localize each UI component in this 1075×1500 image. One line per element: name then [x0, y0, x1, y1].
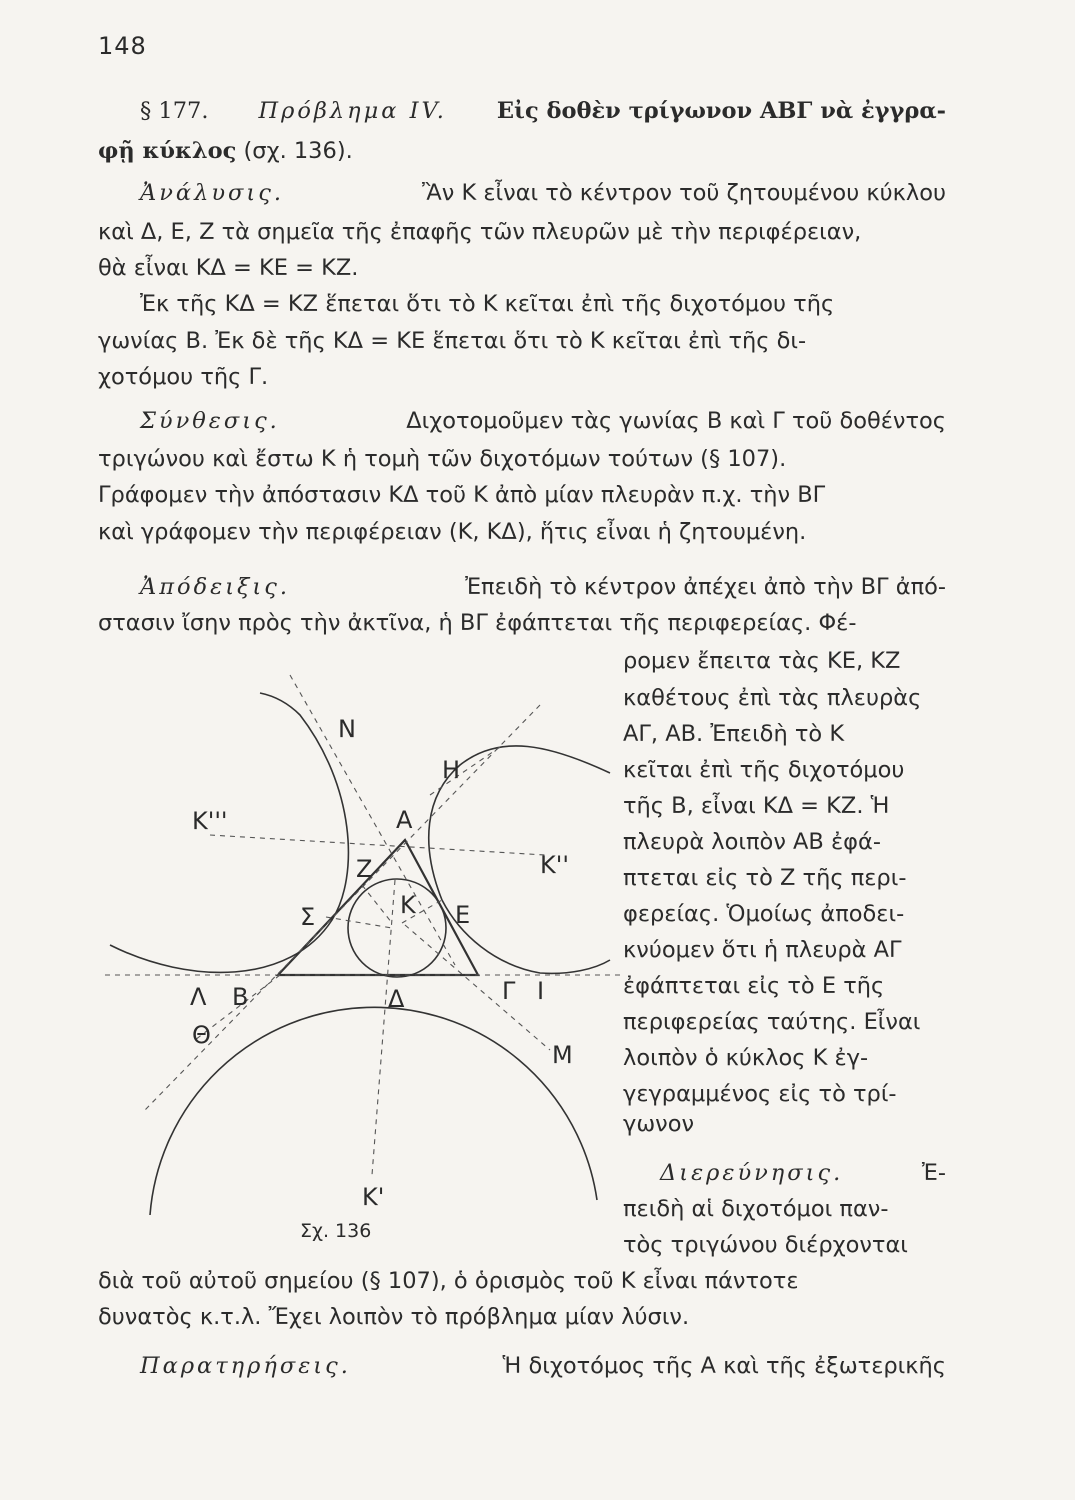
label-gamma: Γ	[502, 977, 516, 1005]
proof-line-2: στασιν ἴσην πρὸς τὴν ἀκτῖνα, ἡ ΒΓ ἐφάπτεται τῆς περιφερείας. Φέ-	[98, 610, 857, 636]
synthesis-line-2: τριγώνου καὶ ἔστω Κ ἡ τομὴ τῶν διχοτόμων τούτων (§ 107).	[98, 446, 787, 472]
label-lambda: Λ	[190, 983, 207, 1011]
remarks-label: Παρατηρήσεις.	[140, 1353, 351, 1379]
line-to-h	[430, 747, 500, 795]
proof-col-line-5: τῆς Β, εἶναι ΚΔ = ΚΖ. Ἡ	[623, 793, 890, 819]
label-m: Μ	[552, 1041, 573, 1069]
problem-label: Πρόβλημα IV.	[258, 98, 447, 124]
figure-caption: Σχ. 136	[300, 1220, 372, 1242]
label-k-double-prime: Κ''	[540, 851, 569, 879]
proof-col-line-11: περιφερείας ταύτης. Εἶναι	[623, 1009, 921, 1035]
proof-col-line-6: πλευρὰ λοιπὸν ΑΒ ἐφά-	[623, 829, 881, 855]
proof-col-line-1: ρομεν ἔπειτα τὰς ΚΕ, ΚΖ	[623, 648, 901, 674]
label-k-prime: Κ'	[362, 1183, 385, 1211]
label-iota: Ι	[537, 977, 545, 1005]
label-k-triple-prime: Κ'''	[192, 807, 228, 835]
label-delta: Δ	[388, 985, 405, 1013]
analysis-line-4: Ἐκ τῆς ΚΔ = ΚΖ ἕπεται ὅτι τὸ Κ κεῖται ἐπὶ τῆς διχοτόμου τῆς	[140, 291, 835, 317]
label-k: Κ	[400, 891, 416, 919]
bisector-b	[210, 835, 545, 855]
discussion-col-line-3: τὸς τριγώνου διέρχονται	[623, 1232, 908, 1258]
synthesis-line-3: Γράφομεν τὴν ἀπόστασιν ΚΔ τοῦ Κ ἀπὸ μίαν πλευρὰν π.χ. τὴν ΒΓ	[98, 482, 826, 508]
label-h: Η	[442, 756, 461, 784]
label-theta: Θ	[192, 1021, 211, 1049]
proof-col-line-2: καθέτους ἐπὶ τὰς πλευρὰς	[623, 685, 922, 711]
discussion-col-line-2: πειδὴ αἱ διχοτόμοι παν-	[623, 1196, 889, 1222]
page-number: 148	[98, 32, 147, 60]
analysis-line-1	[140, 182, 946, 205]
incircle-construction-diagram	[100, 655, 620, 1245]
proof-col-line-8: φερείας. Ὁμοίως ἀποδει-	[623, 901, 905, 927]
discussion-text-1: Ἐ-	[921, 1160, 946, 1186]
analysis-text-1: Ἂν Κ εἶναι τὸ κέντρον τοῦ ζητουμένου κύκλου	[421, 180, 946, 206]
bisector-g	[145, 705, 540, 1110]
proof-col-line-10: ἐφάπτεται εἰς τὸ Ε τῆς	[623, 973, 885, 999]
label-b: Β	[232, 983, 249, 1011]
perpendicular-kd	[372, 880, 395, 1175]
label-n: Ν	[338, 715, 356, 743]
line-ks	[326, 917, 392, 928]
proof-col-line-4: κεῖται ἐπὶ τῆς διχοτόμου	[623, 757, 905, 783]
label-e: Ε	[455, 901, 471, 929]
analysis-line-3: θὰ εἶναι ΚΔ = ΚΕ = ΚΖ.	[98, 255, 359, 281]
analysis-line-2: καὶ Δ, Ε, Ζ τὰ σημεῖα τῆς ἐπαφῆς τῶν πλευρῶν μὲ τὴν περιφέρειαν,	[98, 219, 862, 245]
synthesis-text-1: Διχοτομοῦμεν τὰς γωνίας Β καὶ Γ τοῦ δοθέντος	[406, 408, 946, 434]
proof-label: Ἀπόδειξις.	[140, 574, 290, 600]
proof-col-line-7: πτεται εἰς τὸ Ζ τῆς περι-	[623, 865, 907, 891]
discussion-col-line-1	[660, 1162, 946, 1185]
problem-title: Εἰς δοθὲν τρίγωνον ΑΒΓ νὰ ἐγγρα-	[496, 98, 946, 124]
label-a: Α	[396, 806, 413, 834]
section-number: § 177.	[140, 98, 209, 124]
remarks-line-1	[140, 1355, 946, 1378]
label-sigma: Σ	[300, 903, 316, 931]
analysis-line-6: χοτόμου τῆς Γ.	[98, 364, 269, 390]
proof-line-1	[140, 576, 946, 599]
label-z: Ζ	[356, 855, 373, 883]
synthesis-line-4: καὶ γράφομεν τὴν περιφέρειαν (Κ, ΚΔ), ἥτις εἶναι ἡ ζητουμένη.	[98, 519, 807, 545]
figure-136	[100, 655, 620, 1245]
proof-col-line-12: λοιπὸν ὁ κύκλος Κ ἐγ-	[623, 1045, 869, 1071]
problem-heading-line-2	[98, 140, 946, 163]
line-kz	[362, 885, 392, 923]
discussion-line-4: διὰ τοῦ αὐτοῦ σημείου (§ 107), ὁ ὁρισμὸς τοῦ Κ εἶναι πάντοτε	[98, 1268, 799, 1294]
proof-col-line-13: γεγραμμένος εἰς τὸ τρί-	[623, 1081, 897, 1107]
proof-col-line-14: γωνον	[623, 1111, 695, 1137]
discussion-label: Διερεύνησις.	[660, 1160, 844, 1186]
figure-reference: (σχ. 136).	[243, 138, 353, 164]
analysis-line-5: γωνίας Β. Ἐκ δὲ τῆς ΚΔ = ΚΕ ἕπεται ὅτι τὸ Κ κεῖται ἐπὶ τῆς δι-	[98, 328, 807, 354]
analysis-label: Ἀνάλυσις.	[140, 180, 284, 206]
incircle	[348, 879, 446, 977]
problem-title-end: φῇ κύκλος	[98, 138, 237, 164]
proof-col-line-9: κνύομεν ὅτι ἡ πλευρὰ ΑΓ	[623, 937, 902, 963]
synthesis-label: Σύνθεσις.	[140, 408, 280, 434]
proof-text-1: Ἐπειδὴ τὸ κέντρον ἀπέχει ἀπὸ τὴν ΒΓ ἀπό-	[465, 574, 946, 600]
remarks-text-1: Ἡ διχοτόμος τῆς Α καὶ τῆς ἐξωτερικῆς	[502, 1353, 946, 1379]
proof-col-line-3: ΑΓ, ΑΒ. Ἐπειδὴ τὸ Κ	[623, 721, 845, 747]
synthesis-line-1	[140, 410, 946, 433]
problem-heading-line-1	[140, 100, 946, 123]
discussion-line-5: δυνατὸς κ.τ.λ. Ἔχει λοιπὸν τὸ πρόβλημα μίαν λύσιν.	[98, 1304, 690, 1330]
